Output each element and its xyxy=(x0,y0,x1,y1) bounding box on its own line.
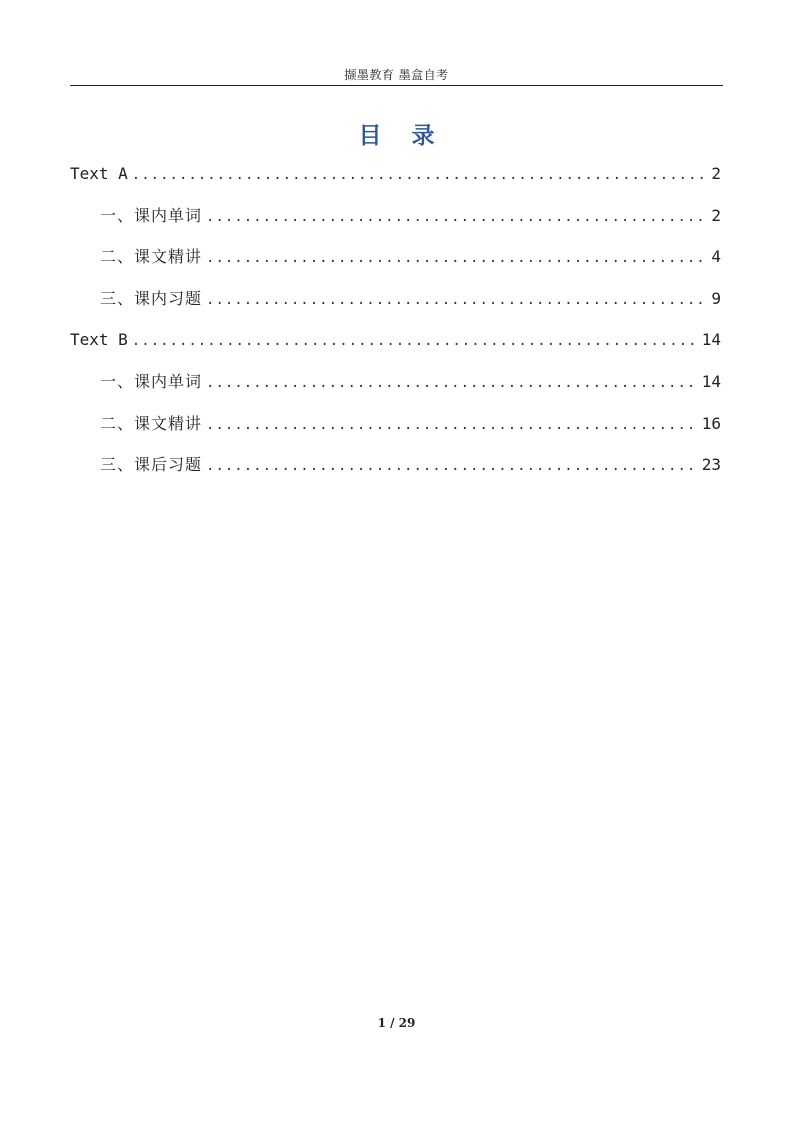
toc-title: 目 录 xyxy=(358,123,435,149)
toc-entry-page: 14 xyxy=(701,371,721,391)
dot-leader xyxy=(206,452,696,480)
toc-entry-page: 23 xyxy=(701,455,721,475)
toc-entry-label: 二、课文精讲 xyxy=(100,247,203,267)
toc-entry-a-exercises[interactable] xyxy=(70,285,721,327)
dot-leader xyxy=(206,286,705,314)
dot-leader xyxy=(132,327,696,355)
toc-entry-label: 三、课后习题 xyxy=(100,455,203,475)
dot-leader xyxy=(206,411,696,439)
toc-entry-page: 2 xyxy=(711,164,721,183)
toc-entry-label: Text B xyxy=(70,330,128,350)
toc-entry-page: 9 xyxy=(711,288,721,308)
toc-entry-label: 一、课内单词 xyxy=(100,205,203,225)
toc-entry-b-vocabulary[interactable] xyxy=(70,368,721,410)
dot-leader xyxy=(206,244,705,272)
table-of-contents xyxy=(70,160,721,493)
toc-entry-b-exercises[interactable] xyxy=(70,451,721,493)
toc-entry-a-vocabulary[interactable] xyxy=(70,202,721,244)
toc-entry-page: 4 xyxy=(711,247,721,267)
dot-leader xyxy=(132,161,706,189)
toc-entry-label: Text A xyxy=(70,164,128,183)
dot-leader xyxy=(206,203,705,231)
toc-entry-b-text-explanation[interactable] xyxy=(70,410,721,452)
toc-entry-a-text-explanation[interactable] xyxy=(70,243,721,285)
toc-entry-label: 一、课内单词 xyxy=(100,371,203,391)
header-divider xyxy=(70,85,723,86)
dot-leader xyxy=(206,369,696,397)
toc-entry-page: 16 xyxy=(701,413,721,433)
toc-entry-label: 二、课文精讲 xyxy=(100,413,203,433)
page-number: 1 / 29 xyxy=(377,1016,416,1030)
toc-entry-page: 2 xyxy=(711,205,721,225)
toc-entry-text-b[interactable] xyxy=(70,326,721,368)
toc-entry-label: 三、课内习题 xyxy=(100,288,203,308)
page-header: 撷墨教育 墨盒自考 xyxy=(344,68,449,82)
toc-entry-text-a[interactable] xyxy=(70,160,721,202)
toc-entry-page: 14 xyxy=(701,330,721,350)
